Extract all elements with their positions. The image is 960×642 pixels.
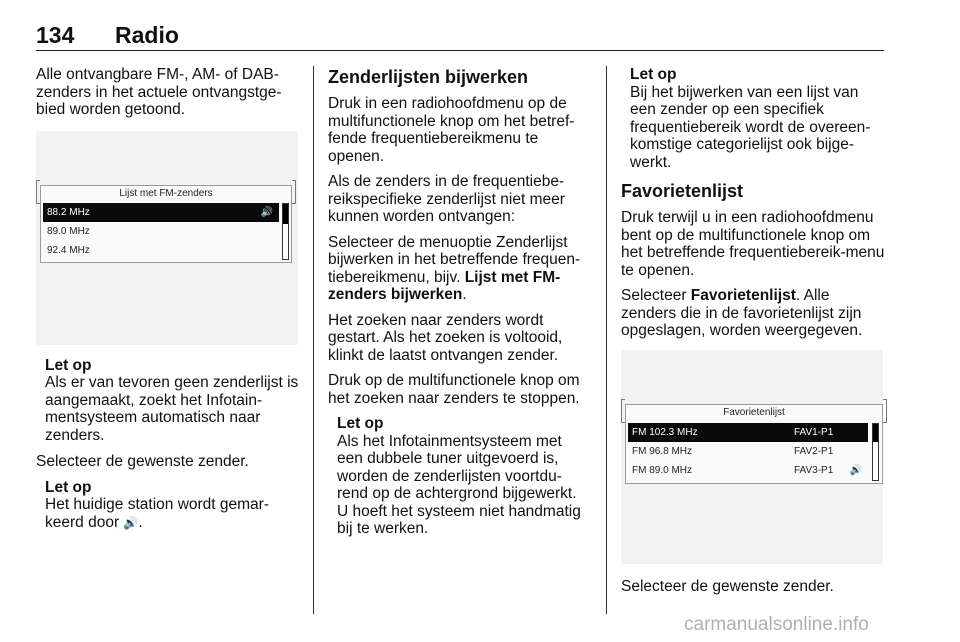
speaker-icon: 🔊 xyxy=(849,464,862,476)
column-1 xyxy=(36,66,300,541)
note: Let op Bij het bijwerken van een lijst van een zender op een specifiek frequentiebereik wordt de overeen-komstige categorielijst ook bijge-werkt. xyxy=(630,66,871,171)
paragraph: Druk in een radiohoofdmenu op de multifunctionele knop om het betref-fende frequentiebereikmenu te openen. xyxy=(328,95,575,165)
heading-favorites: Favorietenlijst xyxy=(621,181,744,201)
fm-list-figure xyxy=(36,131,298,345)
page-header xyxy=(36,22,884,50)
favorite-row[interactable]: FM 96.8 MHz FAV2-P1 xyxy=(632,445,834,457)
note-2: Let op Het huidige station wordt gemar-keerd door 🔊. xyxy=(45,478,270,531)
select-station-text: Selecteer de gewenste zender. xyxy=(36,453,249,470)
favorite-row[interactable]: FM 89.0 MHz FAV3-P1 🔊 xyxy=(628,461,868,480)
fm-station-list-screen xyxy=(40,185,292,263)
scrollbar-thumb[interactable] xyxy=(283,204,288,224)
scrollbar[interactable] xyxy=(282,203,289,260)
speaker-icon: 🔊 xyxy=(260,206,273,218)
station-row[interactable]: 89.0 MHz xyxy=(47,225,90,237)
header-divider xyxy=(36,50,884,51)
page-number: 134 xyxy=(36,22,75,48)
favorites-figure xyxy=(621,350,883,564)
paragraph: Als de zenders in de frequentiebe-reikspecifieke zenderlijst niet meer kunnen worden ontvangen: xyxy=(328,173,565,225)
paragraph: Het zoeken naar zenders wordt gestart. Als het zoeken is voltooid, klinkt de laatst ontvangen zender. xyxy=(328,311,563,364)
note-1: Let op Als er van tevoren geen zenderlijst is aangemaakt, zoekt het Infotain-mentsysteem automatisch naar zenders. xyxy=(45,356,299,444)
section-title: Radio xyxy=(115,22,179,48)
screen-title: Favorietenlijst xyxy=(723,406,785,418)
column-divider-1 xyxy=(313,66,314,614)
station-row-selected[interactable]: 88.2 MHz 🔊 xyxy=(43,203,279,222)
column-divider-2 xyxy=(606,66,607,614)
menu-option-name: Favorietenlijst xyxy=(690,287,796,304)
select-station-text: Selecteer de gewenste zender. xyxy=(621,577,834,595)
intro-paragraph: Alle ontvangbare FM-, AM- of DAB-zenders in het actuele ontvangstge-bied worden getoond. xyxy=(36,66,282,118)
screen-title: Lijst met FM-zenders xyxy=(119,187,213,199)
scrollbar-thumb[interactable] xyxy=(873,424,878,442)
note: Let op Als het Infotainmentsysteem met een dubbele tuner uitgevoerd is, worden de zenderlijsten voortdu-rend op de achtergrond bijgewerkt. U hoeft het systeem niet handmatig bij te werken. xyxy=(337,415,581,537)
favorites-list-screen xyxy=(625,404,883,484)
column-2 xyxy=(328,66,592,547)
paragraph: Druk terwijl u in een radiohoofdmenu bent op de multifunctionele knop om het betreffende frequentiebereik-menu te openen. xyxy=(621,209,885,279)
menu-option-name: Lijst met FM-zenders bijwerken xyxy=(328,268,561,303)
favorite-row-selected[interactable]: FM 102.3 MHz FAV1-P1 xyxy=(628,423,868,442)
scrollbar[interactable] xyxy=(872,423,879,481)
heading-update-lists: Zenderlijsten bijwerken xyxy=(328,67,529,87)
paragraph: Selecteer de menuoptie Zenderlijst bijwerken in het betreffende frequen-tiebereikmenu, bijv. Lijst met FM-zenders bijwerken. xyxy=(328,233,581,303)
paragraph: Selecteer Favorietenlijst. Alle zenders die in de favorietenlijst zijn opgeslagen, worden weergegeven. xyxy=(621,287,863,339)
station-row[interactable]: 92.4 MHz xyxy=(47,244,90,256)
column-3 xyxy=(621,66,885,603)
paragraph: Druk op de multifunctionele knop om het zoeken naar zenders te stoppen. xyxy=(328,372,580,407)
speaker-icon: 🔊 xyxy=(123,515,139,530)
watermark: carmanualsonline.info xyxy=(684,614,869,635)
